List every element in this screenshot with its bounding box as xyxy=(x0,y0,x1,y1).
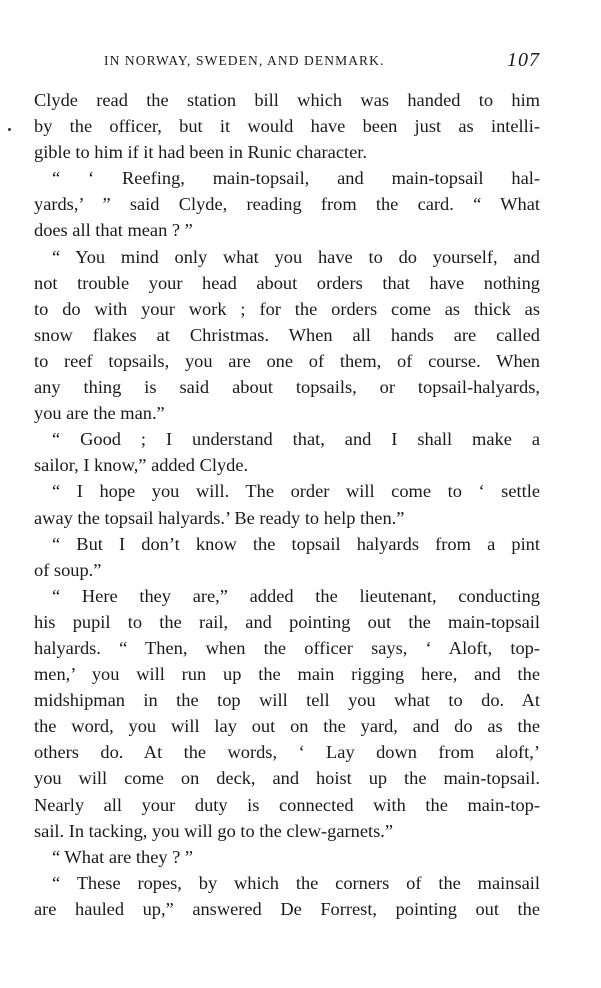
text-line: gible to him if it had been in Runic character. xyxy=(34,142,367,163)
text-line: you will come on deck, and hoist up the main-topsail. xyxy=(34,768,540,789)
text-line: are hauled up,” answered De Forrest, pointing out the xyxy=(34,898,540,919)
text-line: halyards. “ Then, when the officer says, ‘ Aloft, top- xyxy=(34,637,540,658)
text-line: others do. At the words, ‘ Lay down from aloft,’ xyxy=(34,742,540,763)
text-line: the word, you will lay out on the yard, and do as the xyxy=(34,716,540,737)
running-head xyxy=(90,50,540,72)
text-line: away the topsail halyards.’ Be ready to help then.” xyxy=(34,507,405,528)
text-line: to do with your work ; for the orders come as thick as xyxy=(34,298,540,319)
text-line: sailor, I know,” added Clyde. xyxy=(34,455,249,476)
text-line: you are the man.” xyxy=(34,403,165,424)
text-line: to reef topsails, you are one of them, of course. When xyxy=(34,350,540,371)
running-head-title: IN NORWAY, SWEDEN, AND DENMARK. xyxy=(104,53,385,68)
text-line: of soup.” xyxy=(34,559,102,580)
margin-speck xyxy=(8,128,11,131)
text-line: Clyde read the station bill which was handed to him xyxy=(34,90,540,110)
text-line: “ Here they are,” added the lieutenant, conducting xyxy=(52,585,540,606)
text-line: “ You mind only what you have to do yourself, and xyxy=(52,246,540,267)
text-line: “ What are they ? ” xyxy=(52,846,194,867)
text-line: “ I hope you will. The order will come to ‘ settle xyxy=(52,481,540,502)
text-line: midshipman in the top will tell you what to do. At xyxy=(34,690,540,711)
text-line: “ ‘ Reefing, main-topsail, and main-topsail hal- xyxy=(52,168,540,189)
text-line: men,’ you will run up the main rigging here, and the xyxy=(34,664,540,685)
text-line: Nearly all your duty is connected with the main-top- xyxy=(34,794,540,815)
text-line: “ Good ; I understand that, and I shall make a xyxy=(52,429,540,450)
text-line: by the officer, but it would have been just as intelli- xyxy=(34,116,540,137)
text-line: does all that mean ? ” xyxy=(34,220,193,241)
body-text xyxy=(34,87,540,922)
text-line: sail. In tacking, you will go to the clew-garnets.” xyxy=(34,820,394,841)
text-line: “ These ropes, by which the corners of the mainsail xyxy=(52,872,540,893)
text-line: snow flakes at Christmas. When all hands are called xyxy=(34,324,540,345)
text-line: any thing is said about topsails, or topsail-halyards, xyxy=(34,377,540,398)
page-number: 107 xyxy=(507,49,540,71)
text-line: “ But I don’t know the topsail halyards from a pint xyxy=(52,533,540,554)
text-line: yards,’ ” said Clyde, reading from the card. “ What xyxy=(34,194,540,215)
text-line: his pupil to the rail, and pointing out the main-topsail xyxy=(34,611,540,632)
text-line: not trouble your head about orders that have nothing xyxy=(34,272,540,293)
